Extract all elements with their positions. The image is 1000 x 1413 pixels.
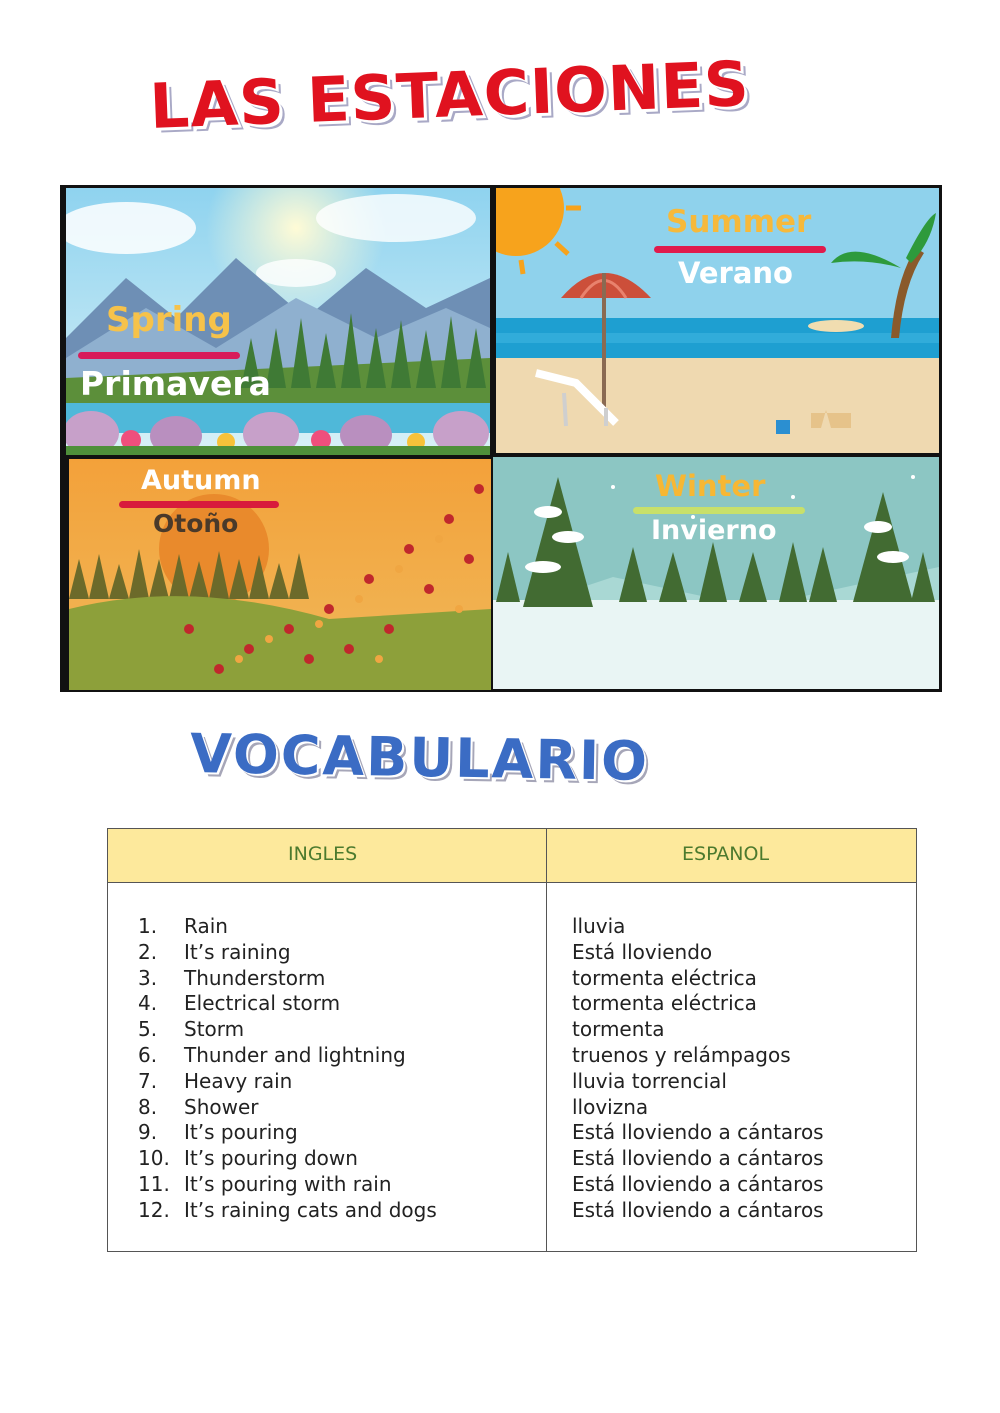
season-es-label: Invierno	[651, 515, 777, 546]
table-cell: Está lloviendo a cántaros	[572, 1197, 824, 1222]
table-cell: tormenta eléctrica	[572, 965, 757, 990]
season-panel-winter	[493, 457, 939, 689]
season-underline	[633, 507, 805, 514]
vocabulary-table	[107, 828, 917, 1252]
season-es-label: Primavera	[80, 364, 271, 403]
table-row: 6. Thunder and lightning	[138, 1042, 406, 1067]
table-cell: llovizna	[572, 1094, 649, 1119]
table-row: 1. Rain	[138, 914, 228, 938]
season-panel-autumn	[69, 459, 491, 690]
table-cell: Está lloviendo a cántaros	[572, 1171, 824, 1196]
season-panel-summer	[496, 188, 939, 453]
page-title: LAS ESTACIONES	[148, 46, 752, 143]
table-row: 9. It’s pouring	[138, 1120, 298, 1145]
season-es-label: Verano	[678, 256, 793, 290]
table-row: 12. It’s raining cats and dogs	[138, 1197, 437, 1222]
season-en-label: Spring	[106, 300, 232, 340]
season-underline	[78, 352, 240, 359]
table-row: 2. It’s raining	[138, 939, 291, 964]
column-divider	[546, 829, 547, 1251]
season-en-label: Winter	[655, 469, 766, 503]
header-ingles: INGLES	[288, 843, 358, 865]
seasons-grid	[60, 185, 942, 692]
table-cell: Está lloviendo a cántaros	[572, 1120, 824, 1145]
season-underline	[654, 246, 826, 253]
season-panel-spring	[66, 188, 490, 455]
english-column	[138, 914, 437, 1224]
table-cell: Está lloviendo a cántaros	[572, 1146, 824, 1171]
table-row: 3. Thunderstorm	[138, 965, 326, 990]
table-row: 5. Storm	[138, 1017, 245, 1042]
table-header	[108, 829, 916, 883]
season-es-label: Otoño	[153, 509, 239, 538]
table-cell: tormenta	[572, 1017, 665, 1042]
autumn-illustration	[69, 459, 491, 690]
table-cell: tormenta eléctrica	[572, 991, 757, 1016]
table-cell: Está lloviendo	[572, 939, 713, 964]
season-underline	[119, 501, 279, 508]
table-row: 7. Heavy rain	[138, 1068, 293, 1093]
table-cell: lluvia torrencial	[572, 1068, 727, 1093]
season-en-label: Summer	[666, 204, 812, 240]
table-cell: truenos y relámpagos	[572, 1042, 791, 1067]
vocabulary-title: VOCABULARIO	[189, 722, 650, 794]
table-cell: lluvia	[572, 914, 626, 938]
season-en-label: Autumn	[141, 465, 261, 496]
table-row: 4. Electrical storm	[138, 991, 341, 1016]
header-espanol: ESPANOL	[682, 843, 770, 865]
table-row: 10. It’s pouring down	[138, 1146, 358, 1171]
table-row: 8. Shower	[138, 1094, 259, 1119]
spanish-column	[572, 914, 824, 1224]
table-row: 11. It’s pouring with rain	[138, 1171, 392, 1196]
